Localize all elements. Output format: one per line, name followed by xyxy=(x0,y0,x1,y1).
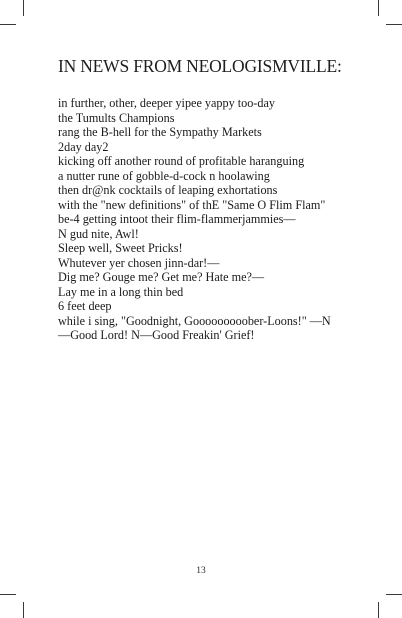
poem-line: with the "new definitions" of thE "Same O Flim Flam" xyxy=(58,197,326,212)
poem-line: —Good Lord! N—Good Freakin' Grief! xyxy=(58,328,255,342)
crop-mark-bottom-left-vertical xyxy=(23,602,24,618)
poem-line: Sleep well, Sweet Pricks! xyxy=(58,241,183,255)
poem-line: Whutever yer chosen jinn-dar!— xyxy=(58,255,220,270)
poem-line: Lay me in a long thin bed xyxy=(58,284,184,299)
page-number: 13 xyxy=(196,566,206,576)
poem-line: be-4 getting intoot their flim-flammerjammies— xyxy=(58,212,296,226)
poem-line: rang the B-hell for the Sympathy Markets xyxy=(58,125,262,139)
poem-line: while i sing, "Goodnight, Gooooooooober-Loons!" —N xyxy=(58,313,331,328)
poem-title: IN NEWS FROM NEOLOGISMVILLE: xyxy=(58,56,342,76)
poem-line: 2day day2 xyxy=(58,139,109,154)
crop-mark-bottom-right-vertical xyxy=(378,602,379,618)
poem-line: N gud nite, Awl! xyxy=(58,226,139,241)
poem-line: kicking off another round of profitable haranguing xyxy=(58,154,305,168)
crop-mark-top-left-horizontal xyxy=(0,24,16,25)
crop-mark-bottom-left-horizontal xyxy=(0,594,16,595)
poem-body xyxy=(58,96,331,343)
crop-mark-top-left-vertical xyxy=(23,0,24,16)
poem-line: a nutter rune of gobble-d-cock n hoolawing xyxy=(58,168,270,183)
crop-mark-top-right-vertical xyxy=(378,0,379,16)
poem-line: Dig me? Gouge me? Get me? Hate me?— xyxy=(58,270,265,284)
crop-mark-bottom-right-horizontal xyxy=(386,594,402,595)
poem-line: in further, other, deeper yipee yappy too-day xyxy=(58,96,275,110)
poem-line: then dr@nk cocktails of leaping exhortations xyxy=(58,183,278,197)
poem-line: the Tumults Champions xyxy=(58,110,175,125)
poem-line: 6 feet deep xyxy=(58,299,112,313)
crop-mark-top-right-horizontal xyxy=(386,24,402,25)
